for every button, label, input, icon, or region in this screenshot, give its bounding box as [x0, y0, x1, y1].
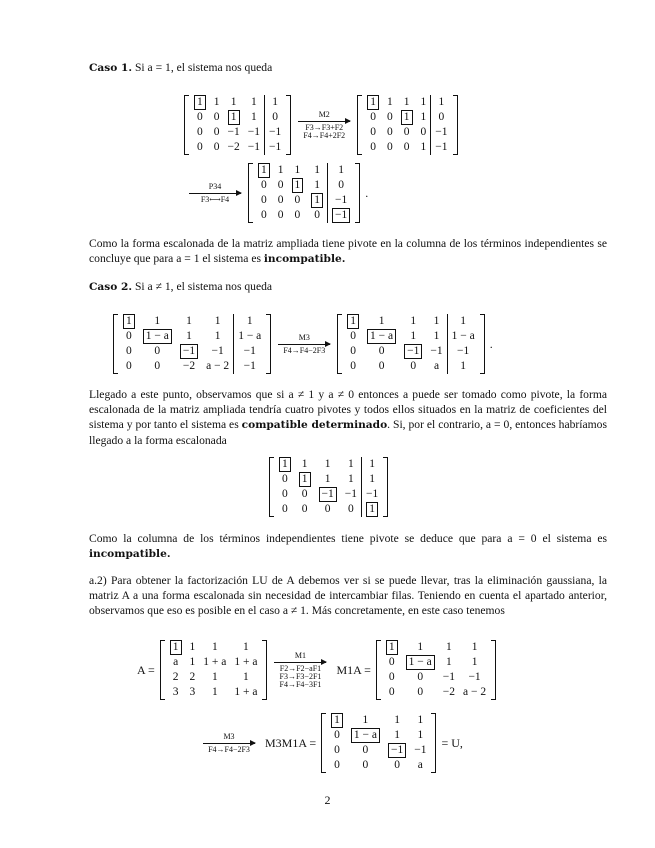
matrix-cell: −1	[234, 344, 266, 359]
matrix-cell: 0	[197, 141, 203, 153]
pivot-box: 1	[331, 713, 343, 728]
paragraph-text: . Si, por el contrario, a = 0, entonces habríamos llegado a la forma escalonada	[89, 418, 607, 447]
equation-5	[133, 640, 497, 700]
matrix-cell: a − 2	[206, 360, 230, 372]
matrix-cell: 0	[301, 503, 308, 515]
row-op-arrow	[274, 652, 326, 689]
matrix-cell	[328, 208, 355, 223]
matrix-cell: −1	[265, 125, 286, 140]
matrix-cell: 0	[417, 671, 424, 683]
matrix-cell: 0	[350, 345, 357, 357]
matrix-cell: 1	[417, 641, 424, 653]
caso2-heading: Caso 2.	[89, 281, 133, 293]
matrix-cell: 0	[261, 194, 267, 206]
pivot-box: −1	[404, 344, 422, 359]
equation-mid: M1A =	[336, 662, 371, 677]
caso2-paragraph	[89, 279, 607, 295]
matrix	[375, 640, 497, 700]
equation-2	[183, 163, 372, 223]
matrix-cell	[224, 110, 244, 125]
equation-lhs: A =	[137, 662, 155, 677]
matrix-cell: −1	[431, 125, 452, 140]
matrix-cell: 0	[213, 126, 220, 138]
matrix	[320, 713, 437, 773]
pivot-box: 1	[386, 640, 398, 655]
arrow-label-bottom: F3→F3−2F1	[279, 671, 322, 681]
matrix-table	[343, 314, 478, 374]
equation-tail: .	[365, 185, 369, 200]
matrix-cell	[343, 314, 363, 329]
pivot-box: 1 − a	[367, 329, 396, 344]
matrix-cell: 0	[350, 360, 357, 372]
matrix-cell: 0	[388, 686, 395, 698]
matrix-cell: 0	[387, 141, 393, 153]
caso1-text: Si a = 1, el sistema nos queda	[132, 61, 273, 74]
pivot-box: 1	[366, 502, 378, 517]
matrix-cell: 1	[211, 641, 218, 653]
row-op-arrow	[278, 334, 330, 355]
matrix-cell: 0	[388, 671, 395, 683]
pivot-box: −1	[332, 208, 350, 223]
matrix	[183, 95, 292, 155]
equation-1	[183, 95, 459, 155]
matrix-table	[275, 457, 382, 517]
matrix-cell: 1	[211, 671, 218, 683]
matrix-cell: 1	[420, 96, 427, 108]
matrix-cell	[400, 344, 426, 359]
matrix-cell: 1	[403, 96, 410, 108]
matrix-cell: 1	[471, 656, 478, 668]
matrix-cell	[384, 743, 410, 758]
pivot-box: −1	[319, 487, 337, 502]
matrix-cell: 0	[348, 503, 354, 515]
pivot-box: 1	[401, 110, 413, 125]
equation-4	[268, 457, 389, 517]
matrix-cell: 2	[172, 671, 179, 683]
matrix-table	[327, 713, 430, 773]
matrix-cell: 1	[251, 96, 257, 108]
matrix-cell: 1	[446, 656, 452, 668]
matrix-cell	[382, 640, 402, 655]
matrix-cell: 1	[186, 330, 192, 342]
matrix-cell: 0	[261, 209, 267, 221]
matrix-cell: 0	[277, 194, 284, 206]
matrix-cell: 0	[154, 360, 161, 372]
matrix-cell	[315, 487, 341, 502]
matrix-cell: −1	[362, 487, 383, 502]
matrix-cell: 0	[410, 360, 417, 372]
matrix-cell: 1 + a	[234, 656, 258, 668]
matrix-cell: 1	[378, 315, 385, 327]
matrix-cell: 1	[394, 729, 400, 741]
matrix-cell: 0	[294, 209, 301, 221]
matrix	[268, 457, 389, 517]
matrix-cell: 1	[387, 96, 393, 108]
matrix-cell: 0	[334, 759, 340, 771]
matrix-cell: 1	[314, 179, 320, 191]
pivot-box: 1 − a	[143, 329, 172, 344]
matrix-cell: 1	[189, 641, 196, 653]
paragraph-text: Como la forma escalonada de la matriz ampliada tiene pivote en la columna de los términos independientes se concluye que para a = 1 el sistema es	[89, 237, 607, 265]
matrix-cell: −1	[344, 488, 357, 500]
arrow-label-bottom: F4→F4+2F2	[303, 130, 346, 140]
equation-tail: = U,	[441, 735, 463, 750]
matrix-cell: 0	[261, 179, 267, 191]
matrix-cell	[307, 193, 327, 208]
matrix-cell: 1	[214, 330, 221, 342]
arrow-label-top: M3	[223, 731, 235, 741]
matrix-cell: 1	[324, 473, 331, 485]
matrix-cell: 0	[277, 179, 284, 191]
matrix-cell: 1	[420, 141, 427, 153]
matrix-cell: 1	[301, 458, 308, 470]
pivot-box: 1 − a	[406, 655, 435, 670]
matrix-cell: 0	[362, 744, 369, 756]
matrix-cell: 1	[211, 686, 218, 698]
matrix-cell: 0	[370, 141, 376, 153]
matrix-cell: 0	[394, 759, 400, 771]
arrow-label-top: M2	[318, 109, 330, 119]
matrix	[159, 640, 269, 700]
equation-3	[112, 314, 497, 374]
matrix-cell: 0	[314, 209, 320, 221]
matrix-cell: 0	[403, 141, 410, 153]
arrow-label-bottom: F3→F3+F2	[305, 122, 344, 132]
matrix-cell: 0	[328, 178, 355, 193]
matrix-cell: −1	[265, 140, 286, 155]
pivot-box: 1 − a	[351, 728, 380, 743]
matrix-cell: 0	[282, 488, 288, 500]
matrix-cell: 1	[433, 330, 440, 342]
matrix-cell: a − 2	[463, 686, 487, 698]
paragraph-2	[89, 387, 607, 448]
matrix-cell: 0	[126, 345, 132, 357]
matrix-table	[119, 314, 265, 374]
arrow-label-top: M1	[294, 650, 307, 660]
paragraph-3	[89, 531, 607, 562]
matrix-cell: a	[173, 656, 179, 668]
matrix-cell	[254, 163, 274, 178]
matrix-cell: −1	[247, 141, 260, 153]
equation-mid: M3M1A =	[265, 735, 317, 750]
arrow-label-bottom: F4→F4−3F1	[279, 679, 322, 689]
matrix-cell	[190, 95, 210, 110]
matrix-cell: 1 + a	[203, 656, 227, 668]
matrix	[336, 314, 485, 374]
matrix-cell: 1	[251, 111, 257, 123]
arrow-label-bottom: F2→F2−aF1	[279, 663, 322, 673]
caso1-paragraph	[89, 60, 607, 76]
matrix-cell: 0	[213, 111, 220, 123]
matrix-table	[190, 95, 285, 155]
bold-term: compatible determinado	[241, 419, 388, 431]
matrix-cell: 0	[197, 111, 203, 123]
matrix-cell: 3	[172, 686, 179, 698]
matrix-cell: 0	[334, 744, 340, 756]
matrix	[356, 95, 458, 155]
pivot-box: 1	[299, 472, 311, 487]
matrix-cell: 1	[394, 714, 400, 726]
arrow-label-top: P34	[208, 181, 222, 191]
matrix-cell: 0	[388, 656, 395, 668]
matrix-cell: 1	[417, 729, 424, 741]
matrix-cell: 1	[417, 714, 424, 726]
matrix	[112, 314, 272, 374]
matrix-cell: 0	[282, 503, 288, 515]
matrix-cell	[397, 110, 417, 125]
matrix-cell: 0	[378, 360, 385, 372]
matrix-cell: 1	[214, 315, 221, 327]
matrix-cell: 1	[362, 457, 383, 472]
matrix-cell: 0	[324, 503, 331, 515]
matrix-cell: 1 − a	[447, 329, 479, 344]
matrix-cell: 1	[154, 315, 161, 327]
paragraph-text: a.2) Para obtener la factorización LU de A debemos ver si se puede llevar, tras la eliminación gaussiana, la matriz A a una forma escalonada sin necesidad de intercambiar filas. Teniendo en cuenta el apartado anterior, observamos que eso es posible en el caso a ≠ 1. Más concretamente, en este caso tenemos	[89, 574, 607, 617]
row-op-arrow	[203, 733, 255, 754]
matrix-cell: 0	[334, 729, 340, 741]
matrix-cell: 1	[324, 458, 331, 470]
matrix-cell	[402, 655, 439, 670]
matrix-cell: 1	[433, 315, 440, 327]
matrix-cell: 1	[447, 314, 479, 329]
paragraph-text: Como la columna de los términos independientes tiene pivote se deduce que para a = 0 el sistema es	[89, 532, 607, 545]
matrix-cell: −1	[431, 140, 452, 155]
matrix-cell: −2	[182, 360, 196, 372]
caso1-heading: Caso 1.	[89, 62, 133, 74]
matrix-cell: −1	[211, 345, 224, 357]
pivot-box: 1	[347, 314, 359, 329]
matrix-cell	[363, 95, 383, 110]
matrix-cell: −1	[447, 344, 479, 359]
matrix-cell: 1	[234, 314, 266, 329]
pivot-box: 1	[258, 163, 270, 178]
matrix-cell: 0	[431, 110, 452, 125]
matrix-cell	[139, 329, 176, 344]
matrix-cell: 0	[378, 345, 385, 357]
matrix-cell: −1	[247, 126, 260, 138]
pivot-box: 1	[279, 457, 291, 472]
pivot-box: 1	[194, 95, 206, 110]
matrix-cell: −1	[468, 671, 481, 683]
bold-term: incompatible.	[89, 548, 171, 560]
matrix-table	[363, 95, 451, 155]
paragraph-1	[89, 236, 607, 267]
matrix	[247, 163, 361, 223]
matrix-cell	[166, 640, 186, 655]
matrix-cell: 1	[410, 315, 417, 327]
matrix-cell: 0	[350, 330, 357, 342]
matrix-cell: 1	[230, 96, 237, 108]
matrix-table	[382, 640, 490, 700]
bold-term: incompatible.	[263, 253, 346, 265]
matrix-cell: 0	[294, 194, 301, 206]
matrix-cell: 1	[314, 164, 320, 176]
matrix-cell: 0	[417, 686, 424, 698]
matrix-cell: 1	[277, 164, 284, 176]
matrix-cell: 0	[387, 111, 393, 123]
matrix-cell: 0	[213, 141, 220, 153]
matrix-cell: −2	[227, 141, 240, 153]
matrix-cell	[295, 472, 315, 487]
pivot-box: −1	[180, 344, 198, 359]
matrix-cell: 1	[213, 96, 220, 108]
matrix-cell: 0	[370, 111, 376, 123]
matrix-cell: 1	[447, 359, 479, 374]
matrix-cell: −1	[442, 671, 456, 683]
paragraph-text: Llegado a este punto, observamos que si a ≠ 1 y a ≠ 0 entonces a puede ser tomado como pivote, la forma escalonada de la matriz ampliada tendría cuatro pivotes y todos ellos situados en la matriz de coeficientes del sistema y por tanto el sistema es	[89, 388, 607, 431]
arrow-label-bottom: F4→F4−2F3	[208, 744, 250, 754]
matrix-cell: 0	[154, 345, 161, 357]
matrix-cell: 3	[189, 686, 196, 698]
matrix-cell: 0	[387, 126, 393, 138]
matrix-cell: −1	[234, 359, 266, 374]
matrix-cell: 0	[277, 209, 284, 221]
matrix-cell: a	[417, 759, 423, 771]
matrix-cell	[288, 178, 308, 193]
matrix-cell: 1	[362, 472, 383, 487]
matrix-cell: 1	[446, 641, 452, 653]
equation-6	[197, 713, 467, 773]
pivot-box: 1	[170, 640, 182, 655]
matrix-cell: 0	[362, 759, 369, 771]
matrix-cell: 2	[189, 671, 196, 683]
matrix-cell: 0	[370, 126, 376, 138]
pivot-box: 1	[292, 178, 304, 193]
matrix-cell: 1	[420, 111, 427, 123]
matrix-cell: 1	[294, 164, 301, 176]
matrix-cell: −1	[430, 345, 443, 357]
matrix-cell: 0	[301, 488, 308, 500]
pivot-box: 1	[311, 193, 323, 208]
matrix-table	[254, 163, 354, 223]
matrix-cell: 1 − a	[234, 329, 266, 344]
matrix-cell: 1	[410, 330, 417, 342]
matrix-cell: 1	[348, 473, 354, 485]
pivot-box: −1	[388, 743, 406, 758]
matrix-cell: −1	[227, 126, 240, 138]
matrix-cell: 1	[186, 315, 192, 327]
arrow-label-bottom: F4→F4−2F3	[283, 345, 326, 355]
matrix-cell: 0	[126, 360, 132, 372]
matrix-cell	[275, 457, 295, 472]
matrix-cell: 0	[403, 126, 410, 138]
matrix-cell: −2	[442, 686, 456, 698]
matrix-cell	[347, 728, 384, 743]
matrix-cell: 1	[431, 95, 452, 110]
matrix-cell: 0	[265, 110, 286, 125]
matrix-cell: 0	[420, 126, 427, 138]
matrix-cell: 1	[471, 641, 478, 653]
matrix-cell: 0	[197, 126, 203, 138]
matrix-cell	[119, 314, 139, 329]
matrix-cell: 1	[348, 458, 354, 470]
matrix-table	[166, 640, 262, 700]
matrix-cell: −1	[328, 193, 355, 208]
caso2-text: Si a ≠ 1, el sistema nos queda	[132, 280, 273, 293]
matrix-cell: a	[433, 360, 440, 372]
matrix-cell: 1	[189, 656, 196, 668]
matrix-cell	[327, 713, 347, 728]
matrix-cell: 1	[243, 671, 249, 683]
matrix-cell	[176, 344, 202, 359]
page-number: 2	[324, 793, 331, 807]
matrix-cell: 1	[265, 95, 286, 110]
pivot-box: 1	[123, 314, 135, 329]
arrow-label-bottom: F3⟷F4	[200, 194, 230, 204]
arrow-label-top: M3	[298, 332, 310, 342]
matrix-cell: 1	[243, 641, 249, 653]
matrix-cell: 1	[362, 714, 369, 726]
row-op-arrow	[189, 183, 241, 204]
matrix-cell: 0	[282, 473, 288, 485]
row-op-arrow	[298, 111, 350, 140]
matrix-cell	[362, 502, 383, 517]
matrix-cell: 1 + a	[234, 686, 258, 698]
equation-tail: .	[489, 336, 493, 351]
paragraph-4	[89, 573, 607, 618]
matrix-cell	[363, 329, 400, 344]
matrix-cell: 0	[126, 330, 132, 342]
pivot-box: 1	[228, 110, 240, 125]
matrix-cell: −1	[414, 744, 427, 756]
pivot-box: 1	[367, 95, 379, 110]
matrix-cell: 1	[328, 163, 355, 178]
